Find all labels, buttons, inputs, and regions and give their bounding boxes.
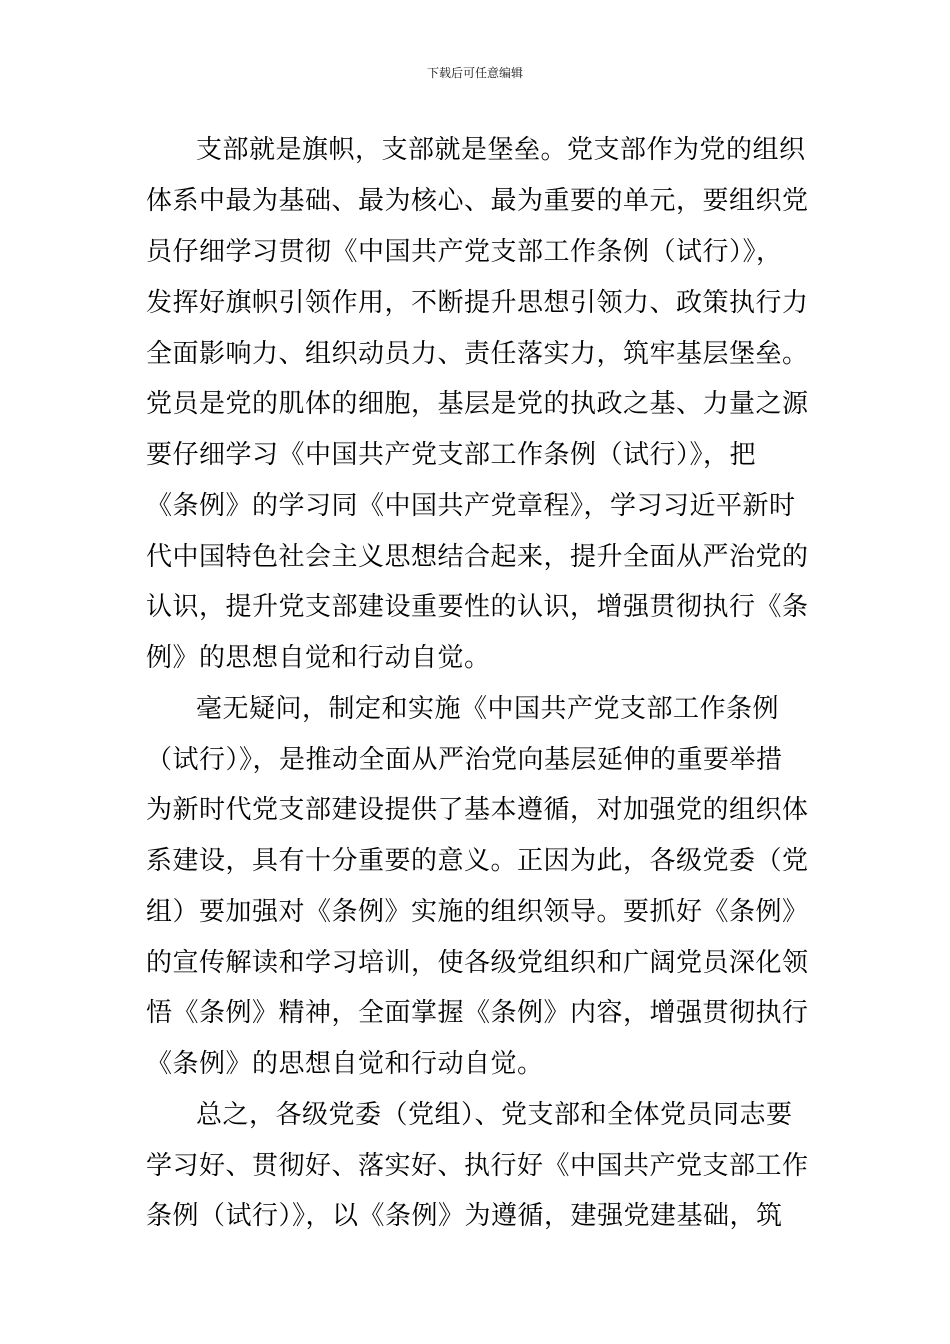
text-line: 毫无疑问，制定和实施《中国共产党支部工作条例: [196, 694, 780, 724]
text-line: 组）要加强对《条例》实施的组织领导。要抓好《条例》: [146, 897, 809, 927]
text-line: 员仔细学习贯彻《中国共产党支部工作条例（试行）》，: [146, 237, 783, 267]
text-line: 发挥好旗帜引领作用，不断提升思想引领力、政策执行力: [146, 288, 809, 318]
text-line: 全面影响力、组织动员力、责任落实力，筑牢基层堡垒。: [146, 339, 809, 369]
text-line: 条例（试行）》，以《条例》为遵循，建强党建基础，筑: [146, 1201, 783, 1231]
text-line: 总之，各级党委（党组）、党支部和全体党员同志要: [196, 1100, 793, 1130]
text-line: 党员是党的肌体的细胞，基层是党的执政之基、力量之源: [146, 389, 809, 419]
text-line: 体系中最为基础、最为核心、最为重要的单元，要组织党: [146, 186, 809, 216]
text-line: 例》的思想自觉和行动自觉。: [146, 643, 491, 673]
page-header: 下载后可任意编辑: [426, 66, 523, 80]
text-line: 为新时代党支部建设提供了基本遵循，对加强党的组织体: [146, 795, 809, 825]
text-line: 《条例》的思想自觉和行动自觉。: [146, 1049, 544, 1079]
text-line: 《条例》的学习同《中国共产党章程》，学习习近平新时: [146, 491, 796, 521]
text-line: 要仔细学习《中国共产党支部工作条例（试行）》，把: [146, 440, 757, 470]
text-line: （试行）》，是推动全面从严治党向基层延伸的重要举措: [146, 745, 783, 775]
text-line: 学习好、贯彻好、落实好、执行好《中国共产党支部工作: [146, 1151, 809, 1181]
text-line: 支部就是旗帜，支部就是堡垒。党支部作为党的组织: [196, 135, 806, 165]
text-line: 系建设，具有十分重要的意义。正因为此，各级党委（党: [146, 846, 809, 876]
text-line: 悟《条例》精神，全面掌握《条例》内容，增强贯彻执行: [146, 998, 809, 1028]
text-line: 代中国特色社会主义思想结合起来，提升全面从严治党的: [146, 542, 809, 572]
text-line: 认识，提升党支部建设重要性的认识，增强贯彻执行《条: [146, 592, 809, 622]
text-line: 的宣传解读和学习培训，使各级党组织和广阔党员深化领: [146, 948, 809, 978]
